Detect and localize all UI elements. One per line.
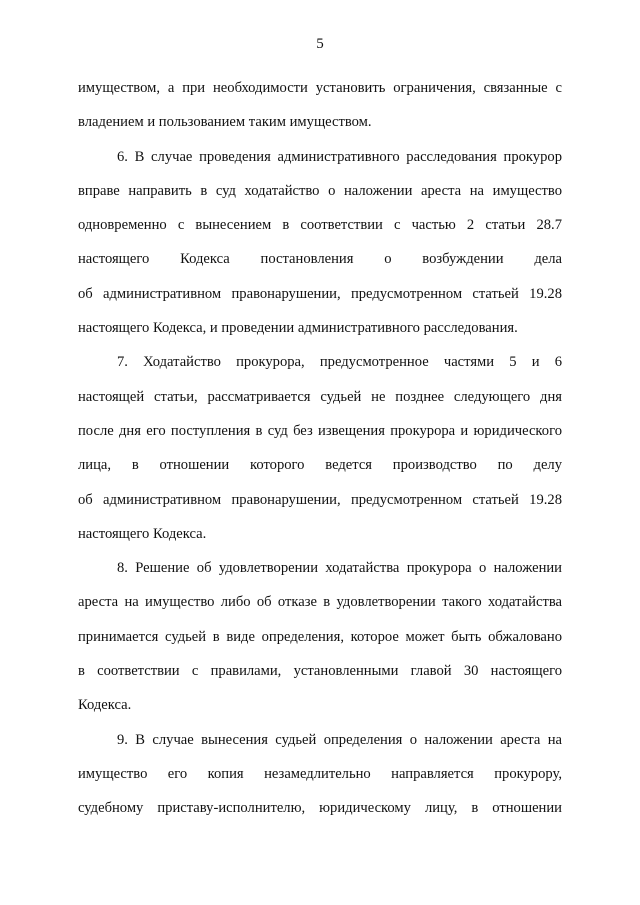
text-line: настоящего Кодекса, и проведении административного расследования. bbox=[78, 320, 518, 337]
text-line: 7. Ходатайство прокурора, предусмотренное частями 5 и 6 bbox=[117, 354, 562, 371]
paragraph-item-6 bbox=[78, 140, 562, 346]
text-line: после дня его поступления в суд без извещения прокурора и юридического bbox=[78, 422, 562, 439]
paragraph-item-8 bbox=[78, 551, 562, 722]
paragraph-continuation bbox=[78, 71, 562, 140]
paragraph-item-7 bbox=[78, 345, 562, 551]
text-line: настоящего Кодекса. bbox=[78, 525, 207, 542]
text-line: об административном правонарушении, предусмотренном статьей 19.28 bbox=[78, 285, 562, 302]
text-line: имущество его копия незамедлительно направляется прокурору, bbox=[78, 765, 562, 782]
text-line: ареста на имущество либо об отказе в удовлетворении такого ходатайства bbox=[78, 594, 562, 611]
text-line: одновременно с вынесением в соответствии с частью 2 статьи 28.7 bbox=[78, 217, 562, 234]
text-line: об административном правонарушении, предусмотренном статьей 19.28 bbox=[78, 491, 562, 508]
text-line: имуществом, а при необходимости установить ограничения, связанные с bbox=[78, 80, 562, 96]
text-line: 8. Решение об удовлетворении ходатайства прокурора о наложении bbox=[117, 560, 562, 577]
text-line: лица, в отношении которого ведется производство по делу bbox=[78, 457, 562, 474]
text-line: принимается судьей в виде определения, которое может быть обжаловано bbox=[78, 628, 562, 645]
text-line: настоящего Кодекса постановления о возбуждении дела bbox=[78, 251, 562, 268]
paragraph-item-9 bbox=[78, 723, 562, 826]
page-number: 5 bbox=[316, 36, 324, 52]
text-line: Кодекса. bbox=[78, 697, 132, 714]
text-line: настоящей статьи, рассматривается судьей не позднее следующего дня bbox=[78, 388, 562, 405]
text-line: 6. В случае проведения административного расследования прокурор bbox=[117, 148, 562, 165]
text-line: 9. В случае вынесения судьей определения о наложении ареста на bbox=[117, 731, 562, 748]
document-body bbox=[78, 71, 562, 826]
text-line: судебному приставу-исполнителю, юридическому лицу, в отношении bbox=[78, 800, 562, 817]
text-line: вправе направить в суд ходатайство о наложении ареста на имущество bbox=[78, 182, 562, 199]
text-line: владением и пользованием таким имуществом. bbox=[78, 114, 372, 131]
text-line: в соответствии с правилами, установленными главой 30 настоящего bbox=[78, 663, 562, 680]
